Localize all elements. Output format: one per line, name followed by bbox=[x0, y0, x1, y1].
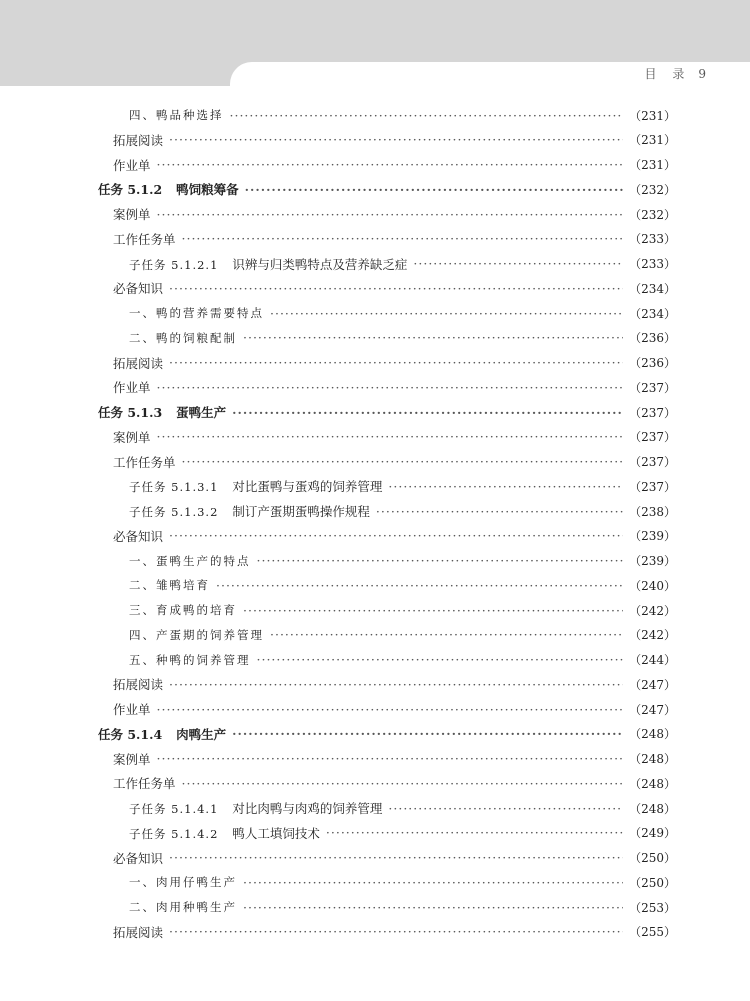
toc-entry[interactable] bbox=[129, 326, 676, 350]
toc-entry-page: （242） bbox=[629, 603, 676, 618]
toc-entry-page: （232） bbox=[629, 182, 676, 197]
dot-leader bbox=[157, 380, 624, 395]
toc-entry-page: （247） bbox=[629, 702, 676, 717]
dot-leader bbox=[169, 528, 623, 543]
toc-entry[interactable] bbox=[129, 573, 676, 597]
dot-leader bbox=[376, 504, 623, 519]
toc-entry-label: 拓展阅读 bbox=[113, 355, 164, 371]
toc-entry-number: 子任务 5.1.3.1 bbox=[129, 480, 219, 495]
toc-entry[interactable] bbox=[113, 276, 676, 300]
dot-leader bbox=[388, 479, 623, 494]
toc-entry[interactable] bbox=[113, 375, 676, 399]
toc-entry[interactable] bbox=[129, 796, 676, 820]
dot-leader bbox=[245, 182, 623, 197]
dot-leader bbox=[157, 702, 624, 717]
toc-entry[interactable] bbox=[113, 697, 676, 721]
running-header bbox=[645, 65, 706, 82]
toc-entry[interactable] bbox=[98, 722, 676, 746]
toc-entry-heading bbox=[129, 477, 382, 495]
dot-leader bbox=[270, 627, 623, 642]
toc-entry-heading bbox=[129, 255, 407, 273]
toc-entry-heading bbox=[98, 180, 239, 198]
toc-entry[interactable] bbox=[113, 351, 676, 375]
toc-entry-page: （248） bbox=[629, 727, 676, 742]
toc-entry[interactable] bbox=[129, 821, 676, 845]
toc-entry-number: 任务 5.1.2 bbox=[98, 182, 163, 198]
toc-entry[interactable] bbox=[129, 623, 676, 647]
toc-entry-label: 作业单 bbox=[113, 157, 151, 173]
dot-leader bbox=[257, 652, 624, 667]
toc-entry-page: （250） bbox=[629, 875, 676, 890]
toc-entry-page: （247） bbox=[629, 677, 676, 692]
toc-entry-page: （237） bbox=[629, 455, 676, 469]
toc-entry-title: 对比蛋鸭与蛋鸡的饲养管理 bbox=[232, 479, 383, 495]
dot-leader bbox=[243, 900, 623, 915]
toc-entry[interactable] bbox=[113, 524, 676, 548]
toc-entry-label: 四、产蛋期的饲养管理 bbox=[129, 627, 264, 642]
toc-entry-heading bbox=[129, 799, 382, 817]
toc-entry-page: （248） bbox=[629, 776, 676, 791]
toc-entry-title: 鸭饲粮筹备 bbox=[176, 182, 239, 198]
toc-entry[interactable] bbox=[129, 549, 676, 573]
dot-leader bbox=[169, 924, 623, 939]
header-page-number: 9 bbox=[698, 67, 706, 81]
toc-entry-page: （236） bbox=[629, 356, 676, 370]
dot-leader bbox=[326, 825, 623, 840]
toc-entry-page: （237） bbox=[629, 430, 676, 445]
toc-entry-page: （242） bbox=[629, 628, 676, 643]
toc-entry-label: 一、蛋鸭生产的特点 bbox=[129, 553, 251, 568]
toc-entry-heading bbox=[98, 725, 226, 743]
dot-leader bbox=[182, 454, 624, 469]
toc-entry[interactable] bbox=[113, 227, 676, 251]
toc-entry-label: 必备知识 bbox=[113, 281, 164, 297]
toc-entry-title: 肉鸭生产 bbox=[176, 726, 227, 742]
toc-entry-label: 二、鸭的饲粮配制 bbox=[129, 330, 237, 345]
toc-entry-label: 三、育成鸭的培育 bbox=[129, 603, 237, 617]
toc-entry-page: （234） bbox=[629, 281, 676, 296]
toc-entry-label: 拓展阅读 bbox=[113, 677, 164, 693]
toc-entry-page: （231） bbox=[629, 133, 676, 148]
toc-entry[interactable] bbox=[113, 747, 676, 771]
toc-entry[interactable] bbox=[113, 425, 676, 449]
toc-entry[interactable] bbox=[129, 598, 676, 622]
dot-leader bbox=[157, 751, 624, 766]
toc-entry-label: 一、鸭的营养需要特点 bbox=[129, 306, 264, 320]
toc-entry-page: （233） bbox=[629, 257, 676, 271]
toc-entry-number: 子任务 5.1.4.1 bbox=[129, 802, 219, 816]
toc-entry-page: （237） bbox=[629, 405, 676, 420]
dot-leader bbox=[169, 281, 623, 296]
toc-entry-number: 子任务 5.1.4.2 bbox=[129, 826, 219, 841]
dot-leader bbox=[216, 578, 623, 593]
toc-entry-page: （236） bbox=[629, 331, 676, 346]
toc-entry-title: 制订产蛋期蛋鸭操作规程 bbox=[232, 504, 370, 519]
dot-leader bbox=[182, 776, 624, 791]
toc-entry[interactable] bbox=[98, 400, 676, 424]
toc-entry-label: 工作任务单 bbox=[113, 231, 176, 247]
toc-entry-title: 蛋鸭生产 bbox=[176, 405, 227, 420]
dot-leader bbox=[157, 429, 624, 444]
toc-entry-label: 作业单 bbox=[113, 702, 151, 717]
toc-entry-title: 鸭人工填饲技术 bbox=[232, 825, 320, 841]
toc-entry-page: （239） bbox=[629, 554, 676, 568]
toc-entry-page: （253） bbox=[629, 900, 676, 915]
toc-entry-label: 四、鸭品种选择 bbox=[129, 108, 224, 122]
dot-leader bbox=[243, 330, 623, 345]
toc-entry-page: （249） bbox=[629, 826, 676, 841]
toc-entry[interactable] bbox=[113, 202, 676, 226]
dot-leader bbox=[157, 207, 624, 222]
toc-entry-number: 子任务 5.1.2.1 bbox=[129, 257, 219, 272]
toc-entry-page: （250） bbox=[629, 851, 676, 865]
toc-entry[interactable] bbox=[113, 128, 676, 152]
toc-entry-label: 拓展阅读 bbox=[113, 132, 164, 148]
toc-entry-number: 子任务 5.1.3.2 bbox=[129, 505, 219, 519]
toc-entry[interactable] bbox=[113, 450, 676, 474]
toc-entry-page: （240） bbox=[629, 578, 676, 593]
toc-entry[interactable] bbox=[113, 672, 676, 696]
toc-entry[interactable] bbox=[129, 474, 676, 498]
toc-entry-heading bbox=[129, 824, 320, 842]
toc-entry-label: 二、雏鸭培育 bbox=[129, 578, 210, 593]
toc-entry-label: 必备知识 bbox=[113, 850, 164, 866]
toc-entry[interactable] bbox=[129, 895, 676, 919]
dot-leader bbox=[388, 801, 623, 816]
toc-entry-page: （255） bbox=[629, 925, 676, 940]
toc-entry-number: 任务 5.1.4 bbox=[98, 726, 163, 742]
dot-leader bbox=[413, 256, 623, 271]
toc-entry-label: 案例单 bbox=[113, 207, 151, 222]
toc-entry-label: 作业单 bbox=[113, 380, 151, 396]
toc-entry-page: （237） bbox=[629, 380, 676, 395]
dot-leader bbox=[169, 355, 623, 370]
toc-entry-label: 必备知识 bbox=[113, 528, 164, 544]
toc-entry-page: （232） bbox=[629, 207, 676, 222]
toc-entry-label: 一、肉用仔鸭生产 bbox=[129, 875, 237, 890]
toc-entry[interactable] bbox=[129, 252, 676, 276]
header-section: 目 录 bbox=[644, 67, 691, 81]
dot-leader bbox=[243, 875, 623, 890]
toc-entry[interactable] bbox=[129, 301, 676, 325]
toc-entry-label: 案例单 bbox=[113, 751, 151, 767]
toc-entry-label: 二、肉用种鸭生产 bbox=[129, 900, 237, 914]
toc-entry-page: （238） bbox=[629, 504, 676, 519]
toc-entry-number: 任务 5.1.3 bbox=[98, 405, 163, 420]
toc-entry[interactable] bbox=[129, 870, 676, 894]
dot-leader bbox=[182, 231, 624, 246]
toc-entry[interactable] bbox=[129, 103, 676, 127]
dot-leader bbox=[169, 850, 623, 865]
toc-entry-page: （239） bbox=[629, 529, 676, 544]
toc-entry[interactable] bbox=[113, 846, 676, 870]
toc-entry[interactable] bbox=[113, 771, 676, 795]
toc-entry-label: 工作任务单 bbox=[113, 454, 176, 470]
toc-entry[interactable] bbox=[129, 648, 676, 672]
toc-entry-label: 拓展阅读 bbox=[113, 924, 164, 940]
toc-entry[interactable] bbox=[98, 177, 676, 201]
toc-entry-label: 工作任务单 bbox=[113, 776, 176, 792]
dot-leader bbox=[270, 306, 623, 321]
toc-entry-heading bbox=[98, 403, 226, 421]
dot-leader bbox=[232, 405, 623, 420]
toc-entry-label: 五、种鸭的饲养管理 bbox=[129, 652, 251, 667]
dot-leader bbox=[157, 157, 624, 172]
dot-leader bbox=[230, 108, 624, 123]
dot-leader bbox=[243, 603, 623, 618]
toc-entry-page: （231） bbox=[629, 108, 676, 123]
dot-leader bbox=[232, 726, 623, 741]
toc-entry-page: （244） bbox=[629, 653, 676, 667]
toc-entry-page: （248） bbox=[629, 752, 676, 766]
dot-leader bbox=[169, 132, 623, 147]
toc-entry[interactable] bbox=[113, 153, 676, 177]
toc-entry-title: 对比肉鸭与肉鸡的饲养管理 bbox=[232, 801, 383, 816]
toc-entry-heading bbox=[129, 502, 370, 520]
toc-entry[interactable] bbox=[129, 499, 676, 523]
toc-entry-title: 识辨与归类鸭特点及营养缺乏症 bbox=[232, 256, 408, 272]
toc-entry-page: （231） bbox=[629, 158, 676, 172]
toc-entry[interactable] bbox=[113, 920, 676, 944]
toc-entry-page: （233） bbox=[629, 232, 676, 247]
toc-entry-page: （234） bbox=[629, 306, 676, 321]
toc-entry-label: 案例单 bbox=[113, 429, 151, 445]
toc-entry-page: （237） bbox=[629, 479, 676, 494]
toc-entry-page: （248） bbox=[629, 801, 676, 816]
dot-leader bbox=[257, 553, 624, 568]
dot-leader bbox=[169, 677, 623, 692]
